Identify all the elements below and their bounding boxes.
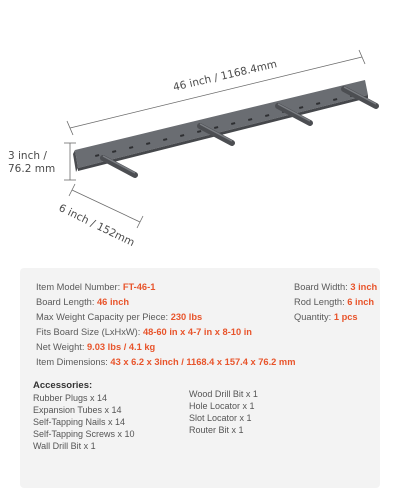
spec-model-label: Item Model Number: <box>36 282 121 292</box>
height-label-line1: 3 inch / <box>8 150 47 162</box>
accessory-item: Hole Locator x 1 <box>189 401 255 411</box>
spec-net-weight-label: Net Weight: <box>36 342 85 352</box>
spec-net-weight-value: 9.03 lbs / 4.1 kg <box>87 342 156 352</box>
spec-model <box>36 282 155 292</box>
spec-board-width <box>294 282 377 292</box>
spec-item-dimensions <box>36 357 295 367</box>
spec-net-weight <box>36 342 155 352</box>
spec-max-weight-value: 230 lbs <box>170 312 203 322</box>
height-label-line2: 76.2 mm <box>8 163 56 175</box>
spec-item-dims-value: 43 x 6.2 x 3inch / 1168.4 x 157.4 x 76.2 mm <box>110 357 296 367</box>
accessory-item: Slot Locator x 1 <box>189 413 252 423</box>
spec-max-weight-label: Max Weight Capacity per Piece: <box>36 312 169 322</box>
height-dimension-line <box>64 143 76 180</box>
spec-board-length <box>36 297 129 307</box>
accessory-item: Expansion Tubes x 14 <box>33 405 122 415</box>
spec-quantity <box>294 312 358 322</box>
length-label: 46 inch / 1168.4mm <box>172 58 279 94</box>
spec-item-dims-label: Item Dimensions: <box>36 357 108 367</box>
accessory-item: Self-Tapping Nails x 14 <box>33 417 126 427</box>
spec-max-weight <box>36 312 202 322</box>
bracket-plate <box>73 80 368 172</box>
spec-fits-label: Fits Board Size (LxHxW): <box>36 327 141 337</box>
spec-board-length-label: Board Length: <box>36 297 95 307</box>
specifications-panel <box>20 268 380 488</box>
accessories-title: Accessories: <box>33 380 93 391</box>
spec-rod-length-value: 6 inch <box>347 297 375 307</box>
spec-model-value: FT-46-1 <box>122 282 156 292</box>
spec-fits-board <box>36 327 252 337</box>
spec-fits-value: 48-60 in x 4-7 in x 8-10 in <box>142 327 252 337</box>
spec-board-width-label: Board Width: <box>294 282 348 292</box>
accessory-item: Router Bit x 1 <box>189 425 244 435</box>
accessory-item: Wood Drill Bit x 1 <box>189 389 258 399</box>
spec-board-length-value: 46 inch <box>97 297 130 307</box>
spec-rod-length-label: Rod Length: <box>294 297 345 307</box>
accessory-item: Wall Drill Bit x 1 <box>33 441 96 451</box>
spec-quantity-value: 1 pcs <box>333 312 358 322</box>
height-label <box>8 150 55 176</box>
depth-label: 6 inch / 152mm <box>56 202 137 250</box>
spec-quantity-label: Quantity: <box>294 312 332 322</box>
spec-board-width-value: 3 inch <box>350 282 378 292</box>
accessory-item: Self-Tapping Screws x 10 <box>33 429 135 439</box>
spec-rod-length <box>294 297 374 307</box>
accessory-item: Rubber Plugs x 14 <box>33 393 108 403</box>
